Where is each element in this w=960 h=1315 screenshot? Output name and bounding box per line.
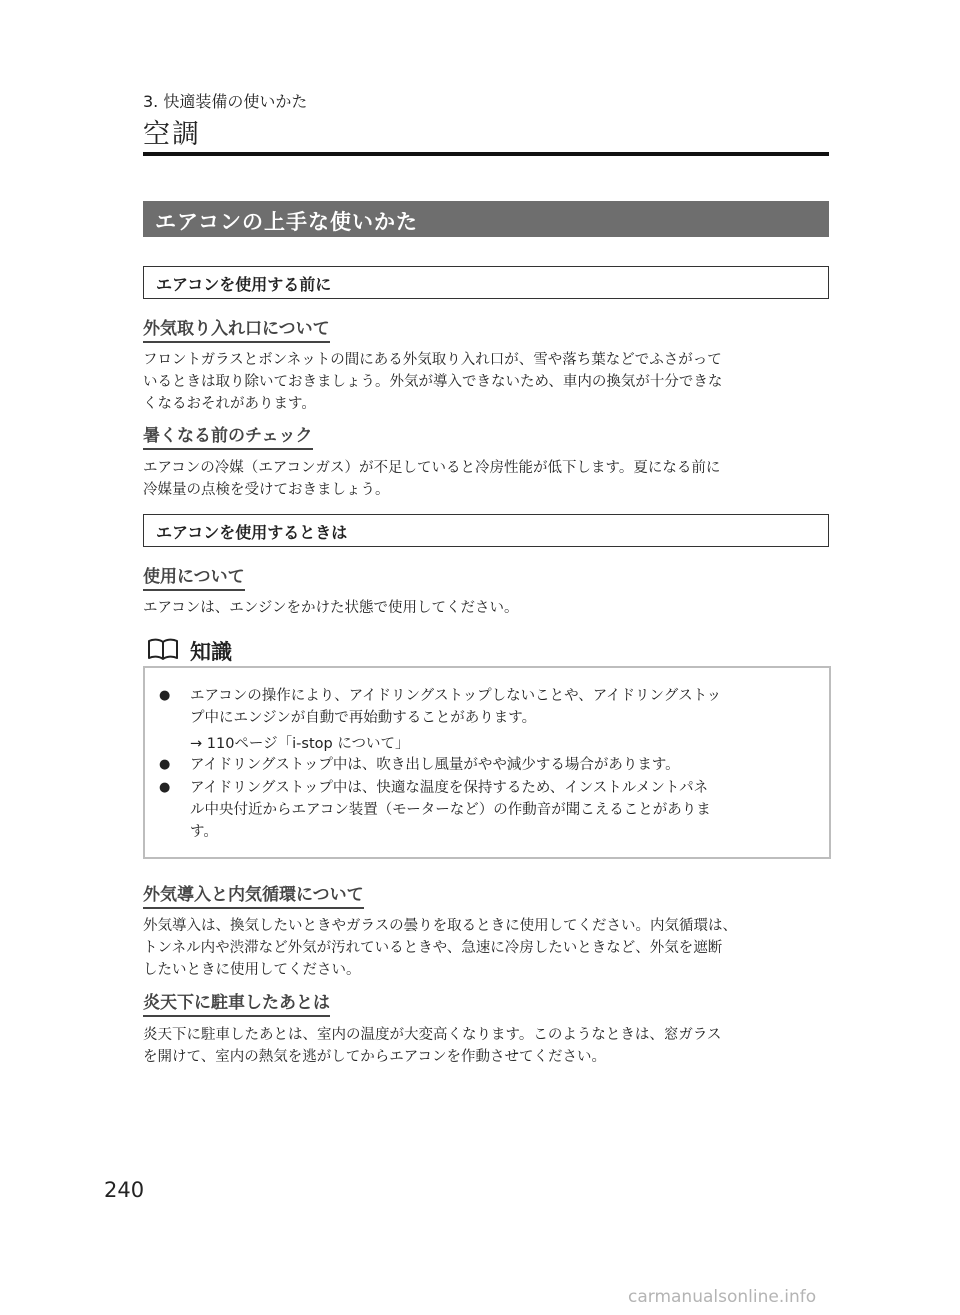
title-divider <box>143 152 829 156</box>
text-line: エアコンの冷媒（エアコンガス）が不足していると冷房性能が低下します。夏になる前に <box>143 460 721 476</box>
text-line: 冷媒量の点検を受けておきましょう。 <box>143 482 390 498</box>
subsection-title: エアコンを使用するときは <box>156 523 348 542</box>
section-title-bar <box>143 201 829 237</box>
subsection-box-before-use <box>143 266 829 299</box>
text-line: トンネル内や渋滞など外気が汚れているときや、急速に冷房したいときなど、外気を遮断 <box>143 940 723 956</box>
book-icon <box>147 637 179 661</box>
text-line: エアコンの操作により、アイドリングストップしないことや、アイドリングストッ <box>190 688 722 704</box>
heading-parking: 炎天下に駐車したあとは <box>143 992 330 1017</box>
note-box <box>143 666 831 859</box>
paragraph-recirculation <box>143 915 833 981</box>
cross-reference: → 110ページ「i-stop について」 <box>190 736 410 752</box>
text-line: いるときは取り除いておきましょう。外気が導入できないため、車内の換気が十分できな <box>143 374 723 390</box>
section-title: エアコンの上手な使いかた <box>155 210 418 234</box>
note-item <box>190 685 820 755</box>
subsection-title: エアコンを使用する前に <box>156 275 332 294</box>
page-title: 空調 <box>143 119 201 150</box>
text-line: アイドリングストップ中は、吹き出し風量がやや減少する場合があります。 <box>190 757 680 773</box>
heading-recirculation: 外気導入と内気循環について <box>143 884 364 909</box>
text-line: フロントガラスとボンネットの間にある外気取り入れ口が、雪や落ち葉などでふさがって <box>143 352 722 368</box>
note-item <box>190 754 820 776</box>
heading-usage: 使用について <box>143 566 245 591</box>
heading-air-intake: 外気取り入れ口について <box>143 318 330 343</box>
note-item <box>190 777 820 843</box>
subsection-box-when-using <box>143 514 829 547</box>
paragraph-hot-check <box>143 457 833 501</box>
watermark-url: carmanualsonline.info <box>628 1287 817 1307</box>
text-line: を開けて、室内の熱気を逃がしてからエアコンを作動させてください。 <box>143 1049 606 1065</box>
bullet-marker: ● <box>159 757 171 772</box>
paragraph-parking <box>143 1024 833 1068</box>
heading-hot-check: 暑くなる前のチェック <box>143 425 313 450</box>
text-line: プ中にエンジンが自動で再始動することがあります。 <box>190 710 537 726</box>
bullet-marker: ● <box>159 688 171 703</box>
text-line: アイドリングストップ中は、快適な温度を保持するため、インストルメントパネ <box>190 780 709 796</box>
page-number: 240 <box>104 1178 145 1202</box>
paragraph-usage <box>143 597 833 619</box>
text-line: す。 <box>190 824 218 840</box>
bullet-marker: ● <box>159 780 171 795</box>
text-line: 外気導入は、換気したいときやガラスの曇りを取るときに使用してください。内気循環は、 <box>143 918 738 934</box>
chapter-label: 3. 快適装備の使いかた <box>143 92 308 111</box>
paragraph-air-intake <box>143 349 833 415</box>
text-line: ル中央付近からエアコン装置（モーターなど）の作動音が聞こえることがありま <box>190 802 711 818</box>
text-line: エアコンは、エンジンをかけた状態で使用してください。 <box>143 600 519 616</box>
text-line: くなるおそれがあります。 <box>143 396 316 412</box>
note-title: 知識 <box>190 640 232 664</box>
text-line: 炎天下に駐車したあとは、室内の温度が大変高くなります。このようなときは、窓ガラス <box>143 1027 722 1043</box>
text-line: したいときに使用してください。 <box>143 962 361 978</box>
